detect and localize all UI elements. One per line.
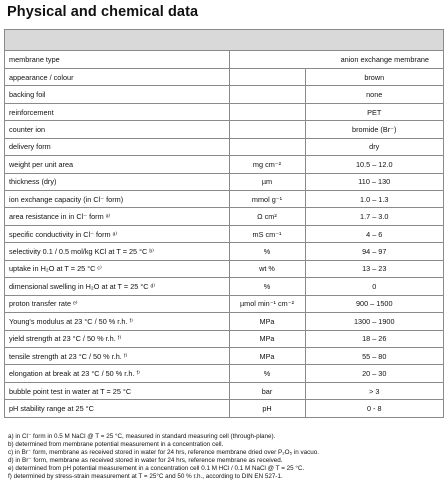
value-cell: 1.7 – 3.0 [305, 208, 443, 225]
table-row [5, 208, 443, 225]
properties-table [5, 51, 443, 417]
unit-cell: mmol g⁻¹ [229, 191, 305, 208]
table-row [5, 225, 443, 242]
table-row [5, 86, 443, 103]
value-cell: dry [305, 138, 443, 155]
property-cell: reinforcement [5, 103, 229, 120]
footnote: b) determined from membrane potential measurement in a concentration cell. [8, 441, 224, 449]
table-row [5, 191, 443, 208]
property-cell: dimensional swelling in H₂O at at T = 25 °C ᵈ⁾ [5, 278, 229, 295]
footnotes [8, 433, 444, 482]
value-cell: 94 – 97 [305, 243, 443, 260]
table-row [5, 365, 443, 382]
table-row [5, 347, 443, 364]
unit-cell [229, 51, 305, 68]
footnote: a) in Cl⁻ form in 0.5 M NaCl @ T = 25 °C, measured in standard measuring cell (through-plane). [8, 433, 276, 440]
value-cell: anion exchange membrane [305, 51, 443, 68]
value-cell: 0 [305, 278, 443, 295]
table-row [5, 278, 443, 295]
property-cell: backing foil [5, 86, 229, 103]
table-row [5, 260, 443, 277]
unit-cell: mS cm⁻¹ [229, 225, 305, 242]
property-cell: yield strength at 23 °C / 50 % r.h. ᶠ⁾ [5, 330, 229, 347]
value-cell: brown [305, 68, 443, 85]
value-cell: 110 – 130 [305, 173, 443, 190]
value-cell: 18 – 26 [305, 330, 443, 347]
value-cell: 20 – 30 [305, 365, 443, 382]
property-cell: Young's modulus at 23 °C / 50 % r.h. ᶠ⁾ [5, 313, 229, 330]
value-cell: 1.0 – 1.3 [305, 191, 443, 208]
unit-cell: bar [229, 382, 305, 399]
unit-cell: Ω cm² [229, 208, 305, 225]
unit-cell: % [229, 243, 305, 260]
footnote: d) in Br⁻ form, membrane as received stored in water for 24 hrs, reference membrane as received. [8, 457, 283, 465]
value-cell: 55 – 80 [305, 347, 443, 364]
table-row [5, 400, 443, 417]
value-cell: 10.5 – 12.0 [305, 156, 443, 173]
table-row [5, 330, 443, 347]
value-cell: > 3 [305, 382, 443, 399]
table-row [5, 382, 443, 399]
value-cell: PET [305, 103, 443, 120]
value-cell: bromide (Br⁻) [305, 121, 443, 138]
unit-cell: µmol min⁻¹ cm⁻² [229, 295, 305, 312]
value-cell: none [305, 86, 443, 103]
unit-cell: % [229, 365, 305, 382]
property-cell: selectivity 0.1 / 0.5 mol/kg KCl at T = 25 °C ᵇ⁾ [5, 243, 229, 260]
property-cell: weight per unit area [5, 156, 229, 173]
table-header-band [5, 30, 443, 51]
table-row [5, 68, 443, 85]
unit-cell [229, 68, 305, 85]
table-row [5, 173, 443, 190]
unit-cell: pH [229, 400, 305, 417]
property-cell: thickness (dry) [5, 173, 229, 190]
table-row [5, 103, 443, 120]
unit-cell: wt % [229, 260, 305, 277]
property-cell: elongation at break at 23 °C / 50 % r.h. ᶠ⁾ [5, 365, 229, 382]
value-cell: 4 – 6 [305, 225, 443, 242]
value-cell: 0 - 8 [366, 404, 382, 414]
property-cell: counter ion [5, 121, 229, 138]
table-row [5, 51, 443, 68]
value-cell: 13 – 23 [305, 260, 443, 277]
table-row [5, 156, 443, 173]
property-cell: tensile strength at 23 °C / 50 % r.h. ᶠ⁾ [5, 347, 229, 364]
unit-cell [229, 86, 305, 103]
unit-cell: mg cm⁻² [229, 156, 305, 173]
property-cell: pH stability range at 25 °C [5, 400, 229, 417]
value-cell: 1300 – 1900 [305, 313, 443, 330]
value-cell: 900 – 1500 [305, 295, 443, 312]
unit-cell: µm [229, 173, 305, 190]
footnote: f) determined by stress-strain measurement at T = 25°C and 50 % r.h., according to DIN EN 527-1. [8, 473, 283, 481]
property-cell: delivery form [5, 138, 229, 155]
property-cell: proton transfer rate ᵉ⁾ [5, 295, 229, 312]
unit-cell [229, 121, 305, 138]
unit-cell: MPa [229, 347, 305, 364]
table-row [5, 295, 443, 312]
unit-cell: % [229, 278, 305, 295]
property-cell: specific conductivity in Cl⁻ form ᵃ⁾ [5, 225, 229, 242]
footnote: c) in Br⁻ form, membrane as received stored in water for 24 hrs, reference membrane dried over P₂O₅ in vacuo. [8, 449, 320, 457]
unit-cell: MPa [229, 330, 305, 347]
property-cell: uptake in H₂O at T = 25 °C ᶜ⁾ [5, 260, 229, 277]
table-row [5, 313, 443, 330]
unit-cell: MPa [229, 313, 305, 330]
table-row [5, 243, 443, 260]
property-cell: ion exchange capacity (in Cl⁻ form) [5, 191, 229, 208]
data-table [4, 29, 444, 418]
unit-cell [229, 103, 305, 120]
page-title: Physical and chemical data [7, 4, 199, 20]
unit-cell [229, 138, 305, 155]
property-cell: appearance / colour [5, 68, 229, 85]
property-cell: area resistance in in Cl⁻ form ᵃ⁾ [5, 208, 229, 225]
table-row [5, 121, 443, 138]
property-cell: bubble point test in water at T = 25 °C [5, 382, 229, 399]
table-row [5, 138, 443, 155]
footnote: e) determined from pH potential measurement in a concentration cell 0.1 M HCl / 0.1 M NaCl @ T = 25 °C. [8, 465, 305, 473]
property-cell: membrane type [5, 51, 229, 68]
